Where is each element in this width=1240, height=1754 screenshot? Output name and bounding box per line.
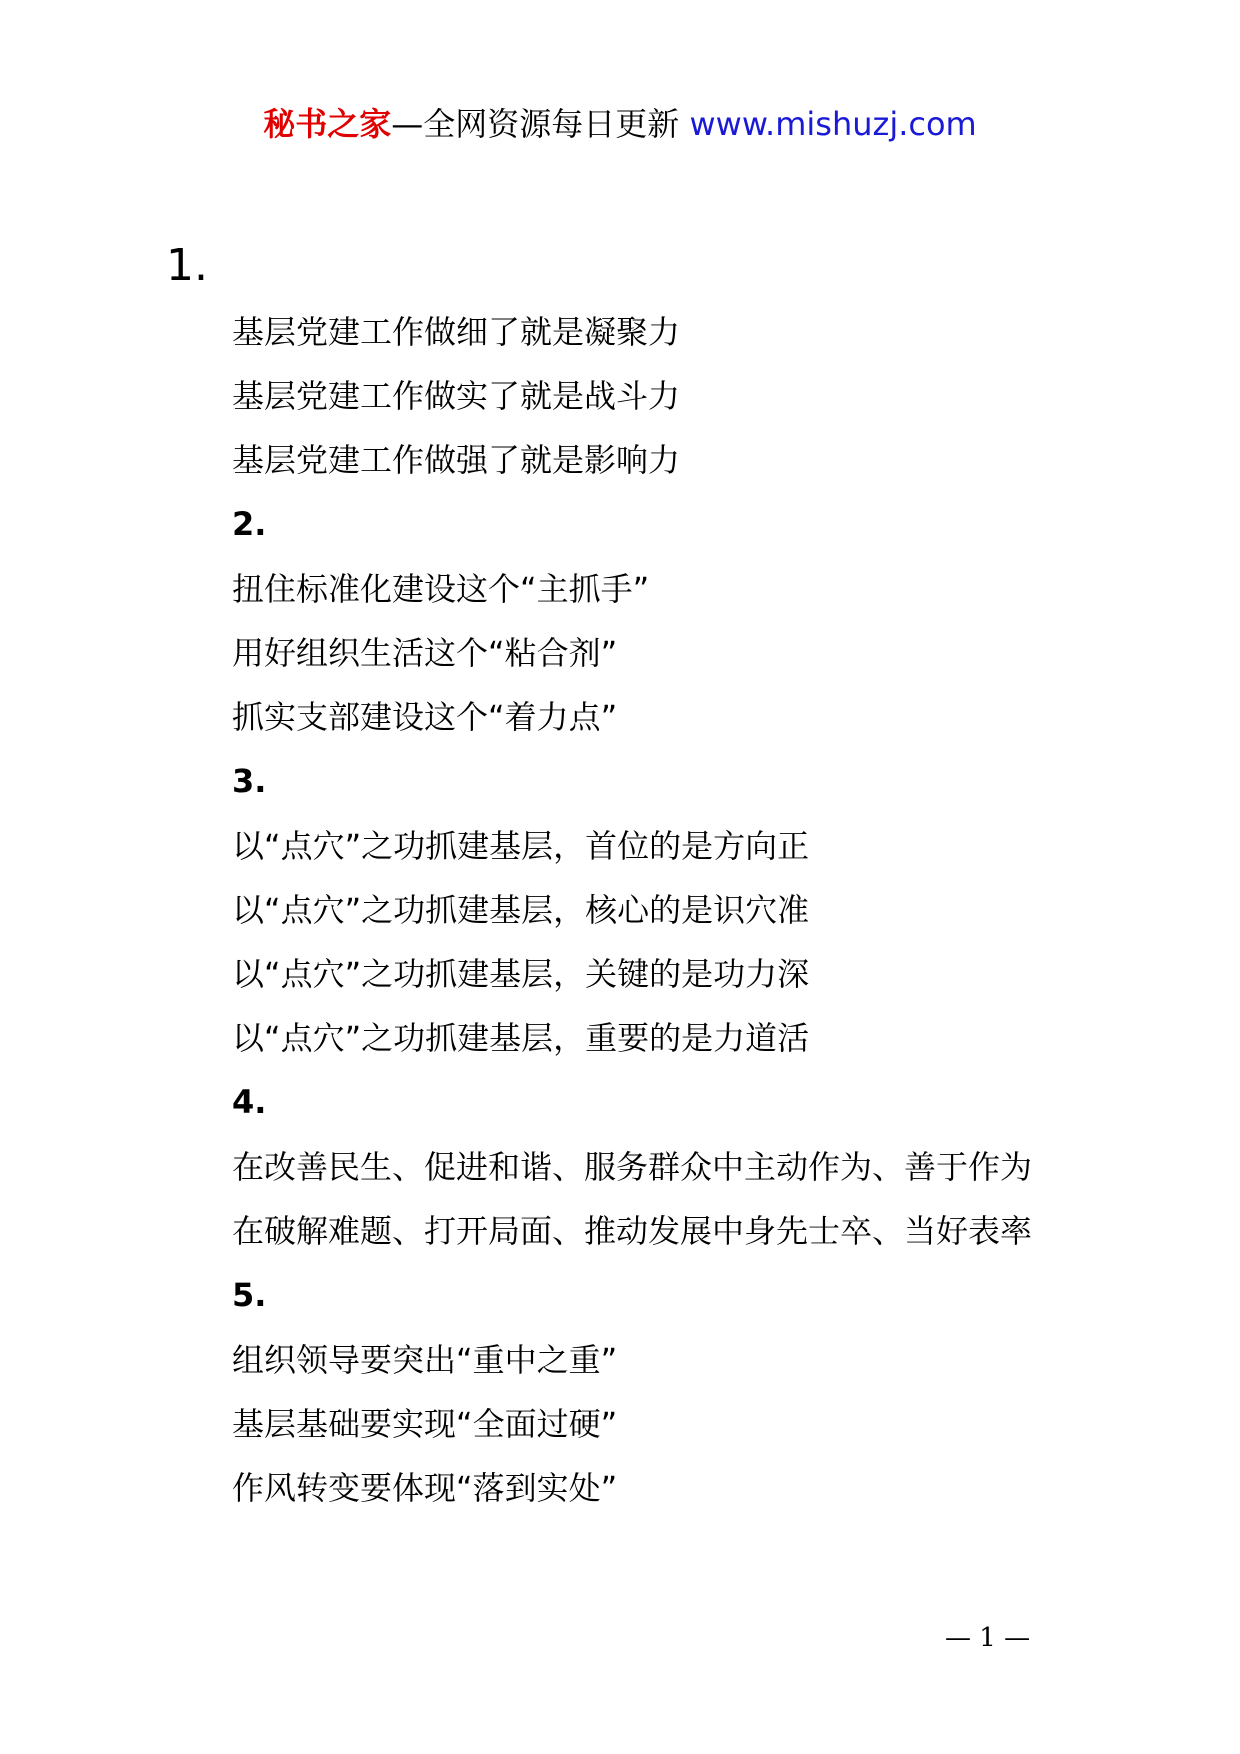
site-tagline: —全网资源每日更新 <box>391 105 680 143</box>
site-brand: 秘书之家 <box>263 105 392 143</box>
section-3-line-4: 以“点穴”之功抓建基层，重要的是力道活 <box>232 1019 810 1057</box>
section-2-number: 2. <box>232 505 267 543</box>
section-2-line-1: 扭住标准化建设这个“主抓手” <box>232 570 650 608</box>
section-1-line-1: 基层党建工作做细了就是凝聚力 <box>232 313 681 351</box>
section-1-line-2: 基层党建工作做实了就是战斗力 <box>232 377 681 415</box>
page-number: — 1 — <box>945 1623 1031 1653</box>
section-2-line-2: 用好组织生活这个“粘合剂” <box>232 634 618 672</box>
section-1-line-3: 基层党建工作做强了就是影响力 <box>232 441 681 479</box>
section-4-line-1: 在改善民生、促进和谐、服务群众中主动作为、善于作为 <box>232 1148 1033 1186</box>
section-5-line-2: 基层基础要实现“全面过硬” <box>232 1405 618 1443</box>
section-4-number: 4. <box>232 1083 267 1121</box>
site-url-link[interactable]: www.mishuzj.com <box>689 105 977 143</box>
section-2-line-3: 抓实支部建设这个“着力点” <box>232 698 618 736</box>
site-header <box>0 100 1240 148</box>
section-1-number: 1. <box>166 240 208 291</box>
section-5-line-1: 组织领导要突出“重中之重” <box>232 1341 618 1379</box>
section-5-number: 5. <box>232 1276 267 1314</box>
section-3-line-3: 以“点穴”之功抓建基层，关键的是功力深 <box>232 955 810 993</box>
section-3-line-2: 以“点穴”之功抓建基层，核心的是识穴准 <box>232 891 810 929</box>
section-5-line-3: 作风转变要体现“落到实处” <box>232 1469 618 1507</box>
section-3-line-1: 以“点穴”之功抓建基层，首位的是方向正 <box>232 827 810 865</box>
section-3-number: 3. <box>232 762 267 800</box>
section-4-line-2: 在破解难题、打开局面、推动发展中身先士卒、当好表率 <box>232 1212 1033 1250</box>
